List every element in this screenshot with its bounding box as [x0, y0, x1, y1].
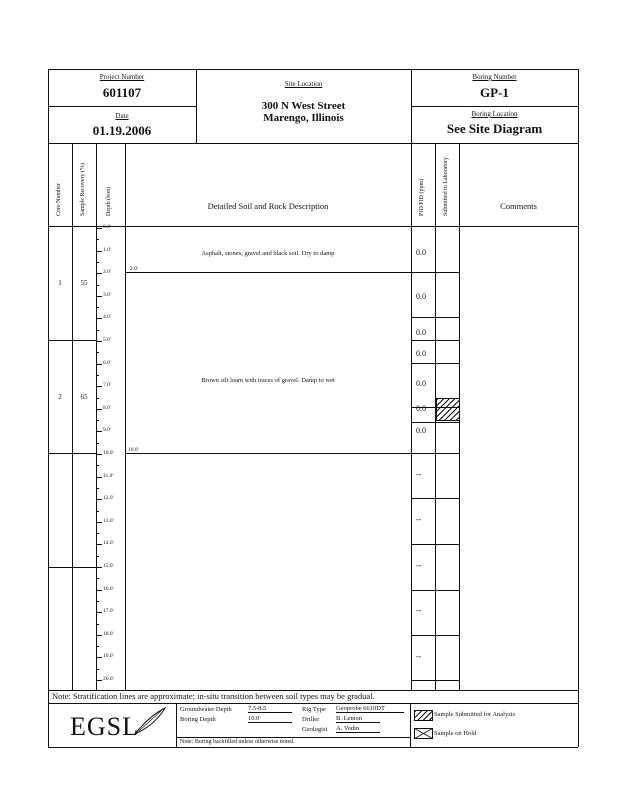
depth-tick-label: 2.0' — [103, 269, 111, 276]
boring-location: See Site Diagram — [446, 121, 543, 136]
depth-tick-mark — [96, 454, 102, 455]
depth-tick-label: 19.0' — [103, 653, 114, 660]
depth-tick-mark — [96, 612, 102, 613]
sample-row-line — [411, 422, 459, 423]
depth-tick-mark — [96, 590, 102, 591]
depth-tick-label: 9.0' — [103, 427, 111, 434]
legend-submitted-swatch — [414, 710, 433, 721]
depth-minor-tick — [96, 556, 99, 557]
stratum-line-10ft — [125, 453, 411, 454]
depth-minor-tick — [96, 420, 99, 421]
core-number-header: Core Number — [56, 183, 62, 216]
depth-tick-label: 18.0' — [103, 630, 114, 637]
sample-row-line — [411, 340, 459, 341]
core-2-recovery: 65 — [80, 393, 88, 401]
site-address-line2: Marengo, Illinois — [263, 112, 344, 124]
legend-hold-swatch — [414, 728, 433, 739]
core-boundary-2 — [48, 453, 96, 454]
core-2-number: 2 — [58, 393, 62, 401]
depth-tick-label: 10.0' — [103, 450, 114, 456]
sample-row-line — [411, 272, 459, 273]
pid-reading: 0.0 — [416, 328, 426, 337]
col-line-3 — [125, 143, 126, 690]
depth-tick-mark — [96, 544, 102, 545]
core-1-recovery: 55 — [80, 279, 88, 287]
depth-minor-tick — [96, 352, 99, 353]
rig-type-label: Rig Type — [302, 706, 326, 713]
stratum-2-description: Brown silt loam with traces of gravel. Damp to wet — [201, 377, 335, 384]
depth-tick-label: 4.0' — [103, 314, 111, 321]
header-hline-left — [48, 106, 196, 107]
col-line-2 — [96, 143, 97, 690]
depth-tick-label: 15.0' — [103, 563, 114, 569]
date-value: 01.19.2006 — [92, 123, 152, 138]
header-bottom-line — [48, 143, 578, 144]
submitted-lab-header: Submitted to Laboratory — [443, 157, 449, 216]
depth-minor-tick — [96, 533, 99, 534]
note-bottom-line — [48, 703, 578, 704]
depth-tick-label: 7.0' — [103, 382, 111, 389]
stratum-1-depth: 2.0' — [130, 266, 138, 272]
stratum-2-depth: 10.0' — [128, 447, 139, 453]
depth-tick-mark — [96, 567, 102, 568]
depth-minor-tick — [96, 488, 99, 489]
project-number-label: Project Number — [99, 73, 145, 81]
depth-tick-label: 0.0' — [103, 224, 111, 230]
depth-tick-mark — [96, 251, 102, 252]
depth-tick-mark — [96, 341, 102, 342]
footer-divider-2 — [410, 703, 411, 747]
sample-row-line — [411, 363, 459, 364]
pid-reading: 0.0 — [416, 248, 426, 257]
egsl-logo: EGSL — [70, 712, 139, 741]
depth-tick-mark — [96, 273, 102, 274]
legend-submitted-label: Sample Submitted for Analysis — [434, 711, 516, 718]
depth-tick-mark — [96, 296, 102, 297]
project-number: 601107 — [102, 85, 142, 100]
col-line-4 — [411, 143, 412, 690]
sample-row-line — [411, 498, 459, 499]
boring-depth-label: Boring Depth — [180, 716, 216, 723]
pid-reading: 0.0 — [416, 349, 426, 358]
depth-tick-label: 20.0' — [103, 676, 114, 682]
pid-reading: -- — [416, 606, 422, 615]
depth-minor-tick — [96, 330, 99, 331]
depth-minor-tick — [96, 578, 99, 579]
depth-minor-tick — [96, 285, 99, 286]
sample-row-line — [411, 590, 459, 591]
sample-row-line — [411, 544, 459, 545]
depth-minor-tick — [96, 239, 99, 240]
groundwater-depth-value: 7.5-8.5 — [248, 705, 292, 713]
depth-tick-mark — [96, 386, 102, 387]
boring-location-label: Boring Location — [471, 110, 518, 118]
depth-tick-mark — [96, 318, 102, 319]
depth-tick-label: 1.0' — [103, 246, 111, 253]
rig-type-value: Geoprobe 6610DT — [336, 705, 404, 713]
description-header: Detailed Soil and Rock Description — [207, 201, 329, 211]
depth-minor-tick — [96, 398, 99, 399]
sample-row-line — [411, 317, 459, 318]
pid-reading: 0.0 — [416, 404, 426, 413]
depth-tick-mark — [96, 228, 102, 229]
sample-row-line — [411, 453, 459, 454]
depth-tick-mark — [96, 364, 102, 365]
driller-value: B. Lemon — [336, 715, 380, 723]
depth-tick-label: 8.0' — [103, 404, 111, 411]
depth-tick-label: 11.0' — [103, 472, 114, 479]
depth-minor-tick — [96, 646, 99, 647]
pid-reading: -- — [416, 652, 422, 661]
depth-tick-label: 13.0' — [103, 517, 114, 524]
site-address-line1: 300 N West Street — [261, 100, 346, 112]
depth-tick-label: 6.0' — [103, 359, 111, 366]
submitted-sample-marker — [436, 398, 460, 421]
depth-tick-mark — [96, 431, 102, 432]
stratification-note: Note: Stratification lines are approximate; in-situ transition between soil types may be gradual. — [52, 691, 375, 701]
pid-header: PID/FID (ppm) — [419, 178, 425, 216]
sample-row-line — [411, 635, 459, 636]
depth-minor-tick — [96, 443, 99, 444]
depth-minor-tick — [96, 511, 99, 512]
stratum-1-description: Asphalt, stones, gravel and black soil. Dry to damp — [201, 250, 335, 257]
depth-minor-tick — [96, 624, 99, 625]
depth-tick-mark — [96, 635, 102, 636]
header-hline-right — [411, 106, 578, 107]
footer-divider-1 — [176, 703, 177, 747]
pid-reading: 0.0 — [416, 292, 426, 301]
depth-tick-label: 5.0' — [103, 337, 111, 343]
depth-tick-mark — [96, 499, 102, 500]
depth-tick-label: 16.0' — [103, 585, 114, 592]
backfill-note: Note: Boring backfilled unless otherwise noted. — [180, 739, 295, 745]
depth-minor-tick — [96, 307, 99, 308]
pid-reading: 0.0 — [416, 426, 426, 435]
frame-left — [48, 69, 49, 747]
geologist-value: A. Vodin — [336, 725, 380, 733]
depth-tick-mark — [96, 657, 102, 658]
footer-note-line — [176, 737, 410, 738]
pid-reading: -- — [416, 515, 422, 524]
depth-tick-mark — [96, 680, 102, 681]
depth-tick-label: 3.0' — [103, 291, 111, 298]
groundwater-depth-label: Groundwater Depth — [180, 706, 232, 713]
depth-minor-tick — [96, 601, 99, 602]
col-line-1 — [72, 143, 73, 690]
core-boundary-1 — [48, 340, 96, 341]
depth-tick-label: 12.0' — [103, 495, 114, 502]
feather-pen-icon — [133, 706, 167, 736]
pid-reading: -- — [416, 561, 422, 570]
boring-number-label: Boring Number — [472, 73, 517, 81]
depth-minor-tick — [96, 669, 99, 670]
depth-header: Depth (feet) — [106, 186, 112, 216]
depth-tick-mark — [96, 522, 102, 523]
date-label: Date — [115, 112, 129, 120]
boring-depth-value: 10.0' — [248, 715, 292, 723]
pid-reading: 0.0 — [416, 379, 426, 388]
frame-bottom — [48, 747, 578, 748]
core-1-number: 1 — [58, 279, 62, 287]
core-boundary-3 — [48, 567, 96, 568]
comments-header: Comments — [500, 201, 537, 211]
depth-tick-mark — [96, 409, 102, 410]
depth-tick-mark — [96, 477, 102, 478]
legend-hold-label: Sample on Hold — [434, 730, 477, 737]
site-location-label: Site Location — [284, 80, 323, 88]
frame-right — [578, 69, 579, 747]
column-header-bottom — [48, 226, 578, 227]
boring-number: GP-1 — [480, 85, 509, 100]
driller-label: Driller — [302, 716, 320, 723]
pid-reading: -- — [416, 470, 422, 479]
depth-minor-tick — [96, 262, 99, 263]
depth-minor-tick — [96, 375, 99, 376]
depth-tick-label: 14.0' — [103, 540, 114, 547]
frame-top — [48, 69, 578, 70]
geologist-label: Geologist — [302, 726, 328, 733]
depth-minor-tick — [96, 465, 99, 466]
depth-tick-label: 17.0' — [103, 608, 114, 615]
stratum-line-2ft — [125, 272, 411, 273]
sample-row-line — [411, 680, 459, 681]
sample-recovery-header: Sample Recovery (%) — [80, 163, 86, 216]
